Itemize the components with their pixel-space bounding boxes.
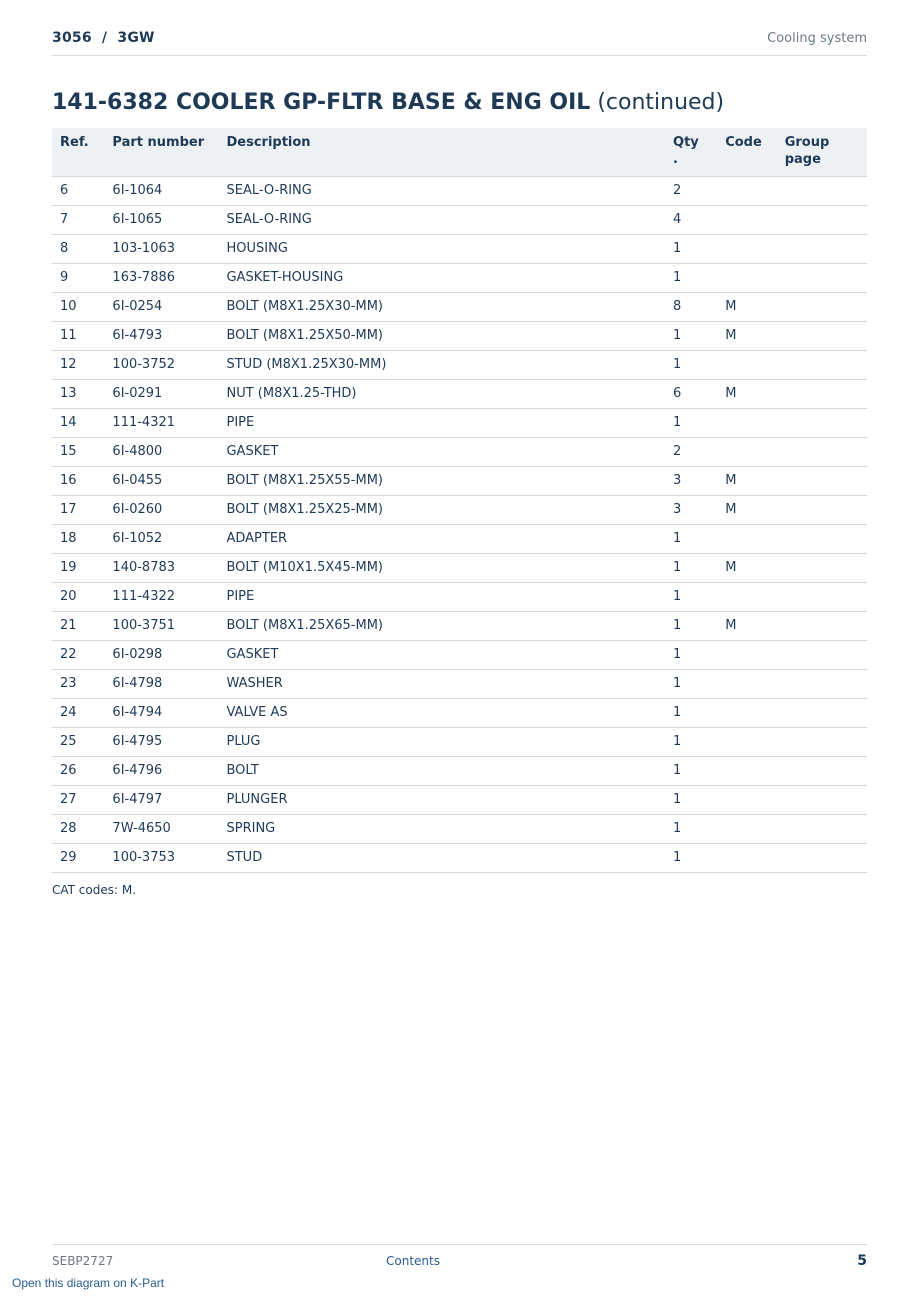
parts-table xyxy=(52,128,867,873)
cell-ref: 25 xyxy=(52,728,104,757)
cell-description: NUT (M8X1.25-THD) xyxy=(218,380,665,409)
cell-description: SPRING xyxy=(218,815,665,844)
page-title xyxy=(52,90,724,115)
cell-description: BOLT xyxy=(218,757,665,786)
cell-code: M xyxy=(717,322,777,351)
cell-code xyxy=(717,728,777,757)
table-row xyxy=(52,844,867,873)
cell-qty: 4 xyxy=(665,206,717,235)
table-row xyxy=(52,757,867,786)
page-number: 5 xyxy=(857,1253,867,1269)
cell-group-page xyxy=(777,322,867,351)
cell-part-number: 6I-4796 xyxy=(104,757,218,786)
cell-part-number: 111-4322 xyxy=(104,583,218,612)
cell-code: M xyxy=(717,554,777,583)
parts-table-header xyxy=(52,128,867,177)
cell-code xyxy=(717,525,777,554)
cell-code xyxy=(717,583,777,612)
cell-description: PIPE xyxy=(218,409,665,438)
cell-part-number: 6I-1064 xyxy=(104,177,218,206)
cell-part-number: 6I-4793 xyxy=(104,322,218,351)
cell-qty: 1 xyxy=(665,612,717,641)
cell-group-page xyxy=(777,728,867,757)
cell-qty: 1 xyxy=(665,351,717,380)
cell-group-page xyxy=(777,380,867,409)
cell-group-page xyxy=(777,641,867,670)
cell-code xyxy=(717,786,777,815)
cell-qty: 1 xyxy=(665,409,717,438)
cell-ref: 18 xyxy=(52,525,104,554)
cell-part-number: 6I-0455 xyxy=(104,467,218,496)
table-row xyxy=(52,467,867,496)
cell-group-page xyxy=(777,815,867,844)
cell-qty: 1 xyxy=(665,641,717,670)
cell-qty: 2 xyxy=(665,438,717,467)
cell-part-number: 100-3753 xyxy=(104,844,218,873)
cell-ref: 28 xyxy=(52,815,104,844)
cell-ref: 16 xyxy=(52,467,104,496)
cell-ref: 27 xyxy=(52,786,104,815)
cell-group-page xyxy=(777,206,867,235)
cell-group-page xyxy=(777,409,867,438)
cell-code xyxy=(717,264,777,293)
open-diagram-link[interactable]: Open this diagram on K-Part xyxy=(12,1276,165,1290)
cell-ref: 9 xyxy=(52,264,104,293)
cell-description: GASKET-HOUSING xyxy=(218,264,665,293)
cell-description: BOLT (M8X1.25X50-MM) xyxy=(218,322,665,351)
cell-code xyxy=(717,699,777,728)
cell-qty: 6 xyxy=(665,380,717,409)
cell-ref: 17 xyxy=(52,496,104,525)
table-row xyxy=(52,670,867,699)
cell-qty: 1 xyxy=(665,583,717,612)
cell-ref: 23 xyxy=(52,670,104,699)
cell-code xyxy=(717,757,777,786)
cell-code xyxy=(717,670,777,699)
cell-group-page xyxy=(777,844,867,873)
cell-description: WASHER xyxy=(218,670,665,699)
cell-group-page xyxy=(777,786,867,815)
cell-code xyxy=(717,815,777,844)
cell-qty: 3 xyxy=(665,496,717,525)
cell-code: M xyxy=(717,380,777,409)
table-row xyxy=(52,351,867,380)
column-header-group-page: Group page xyxy=(777,128,867,177)
cell-description: VALVE AS xyxy=(218,699,665,728)
cell-ref: 15 xyxy=(52,438,104,467)
cell-group-page xyxy=(777,699,867,728)
cell-group-page xyxy=(777,177,867,206)
cell-group-page xyxy=(777,525,867,554)
parts-table-body xyxy=(52,177,867,873)
cell-group-page xyxy=(777,467,867,496)
table-row xyxy=(52,525,867,554)
cell-ref: 14 xyxy=(52,409,104,438)
cell-ref: 21 xyxy=(52,612,104,641)
cell-ref: 20 xyxy=(52,583,104,612)
cell-description: STUD (M8X1.25X30-MM) xyxy=(218,351,665,380)
table-row xyxy=(52,583,867,612)
cell-code xyxy=(717,641,777,670)
cell-code xyxy=(717,177,777,206)
cell-ref: 19 xyxy=(52,554,104,583)
cell-ref: 12 xyxy=(52,351,104,380)
cell-part-number: 6I-1052 xyxy=(104,525,218,554)
table-row xyxy=(52,786,867,815)
cell-description: PLUG xyxy=(218,728,665,757)
column-header-ref: Ref. xyxy=(52,128,104,177)
cell-group-page xyxy=(777,496,867,525)
cell-part-number: 6I-0260 xyxy=(104,496,218,525)
table-row xyxy=(52,554,867,583)
cell-description: SEAL-O-RING xyxy=(218,177,665,206)
cell-part-number: 100-3752 xyxy=(104,351,218,380)
table-row xyxy=(52,815,867,844)
page-title-suffix: (continued) xyxy=(597,90,725,115)
table-row xyxy=(52,728,867,757)
model-label: 3056 / 3GW xyxy=(52,30,155,46)
cell-group-page xyxy=(777,351,867,380)
cell-part-number: 6I-4800 xyxy=(104,438,218,467)
cell-qty: 1 xyxy=(665,728,717,757)
table-row xyxy=(52,641,867,670)
cell-part-number: 6I-0254 xyxy=(104,293,218,322)
cell-part-number: 100-3751 xyxy=(104,612,218,641)
cell-description: GASKET xyxy=(218,641,665,670)
page-title-main: 141-6382 COOLER GP-FLTR BASE & ENG OIL xyxy=(52,90,591,115)
cell-qty: 1 xyxy=(665,525,717,554)
cell-qty: 1 xyxy=(665,699,717,728)
cell-qty: 1 xyxy=(665,235,717,264)
cell-qty: 1 xyxy=(665,844,717,873)
cell-part-number: 103-1063 xyxy=(104,235,218,264)
cell-ref: 8 xyxy=(52,235,104,264)
cell-ref: 22 xyxy=(52,641,104,670)
cell-description: BOLT (M10X1.5X45-MM) xyxy=(218,554,665,583)
cell-description: HOUSING xyxy=(218,235,665,264)
page-header xyxy=(52,28,867,56)
column-header-qty: Qty . xyxy=(665,128,717,177)
cell-part-number: 6I-4795 xyxy=(104,728,218,757)
cell-description: GASKET xyxy=(218,438,665,467)
cell-group-page xyxy=(777,235,867,264)
cell-part-number: 6I-4798 xyxy=(104,670,218,699)
cell-group-page xyxy=(777,583,867,612)
table-row xyxy=(52,380,867,409)
cell-qty: 1 xyxy=(665,670,717,699)
cell-ref: 29 xyxy=(52,844,104,873)
cell-qty: 3 xyxy=(665,467,717,496)
cell-qty: 1 xyxy=(665,264,717,293)
cell-part-number: 163-7886 xyxy=(104,264,218,293)
table-row xyxy=(52,177,867,206)
cell-qty: 1 xyxy=(665,322,717,351)
page-footer xyxy=(52,1244,867,1275)
column-header-description: Description xyxy=(218,128,665,177)
cat-codes-note: CAT codes: M. xyxy=(52,883,137,897)
cell-group-page xyxy=(777,554,867,583)
cell-code xyxy=(717,206,777,235)
table-row xyxy=(52,235,867,264)
cell-description: STUD xyxy=(218,844,665,873)
table-row xyxy=(52,293,867,322)
cell-part-number: 6I-0298 xyxy=(104,641,218,670)
cell-ref: 10 xyxy=(52,293,104,322)
table-row xyxy=(52,206,867,235)
table-row xyxy=(52,699,867,728)
table-row xyxy=(52,264,867,293)
table-row xyxy=(52,438,867,467)
cell-description: SEAL-O-RING xyxy=(218,206,665,235)
cell-code xyxy=(717,409,777,438)
cell-ref: 6 xyxy=(52,177,104,206)
cell-ref: 13 xyxy=(52,380,104,409)
cell-description: BOLT (M8X1.25X65-MM) xyxy=(218,612,665,641)
cell-ref: 26 xyxy=(52,757,104,786)
cell-qty: 2 xyxy=(665,177,717,206)
cell-part-number: 6I-0291 xyxy=(104,380,218,409)
cell-description: BOLT (M8X1.25X55-MM) xyxy=(218,467,665,496)
cell-description: BOLT (M8X1.25X25-MM) xyxy=(218,496,665,525)
cell-part-number: 6I-1065 xyxy=(104,206,218,235)
header-row xyxy=(52,128,867,177)
cell-code: M xyxy=(717,612,777,641)
table-row xyxy=(52,409,867,438)
cell-qty: 1 xyxy=(665,815,717,844)
cell-part-number: 7W-4650 xyxy=(104,815,218,844)
section-label: Cooling system xyxy=(767,31,867,46)
cell-group-page xyxy=(777,264,867,293)
cell-qty: 1 xyxy=(665,786,717,815)
cell-qty: 1 xyxy=(665,757,717,786)
cell-group-page xyxy=(777,612,867,641)
cell-code: M xyxy=(717,496,777,525)
cell-group-page xyxy=(777,438,867,467)
cell-description: ADAPTER xyxy=(218,525,665,554)
cell-ref: 7 xyxy=(52,206,104,235)
cell-group-page xyxy=(777,757,867,786)
cell-code: M xyxy=(717,467,777,496)
cell-qty: 1 xyxy=(665,554,717,583)
cell-qty: 8 xyxy=(665,293,717,322)
cell-part-number: 6I-4794 xyxy=(104,699,218,728)
cell-part-number: 140-8783 xyxy=(104,554,218,583)
cell-group-page xyxy=(777,670,867,699)
column-header-code: Code xyxy=(717,128,777,177)
table-row xyxy=(52,612,867,641)
table-row xyxy=(52,322,867,351)
cell-code: M xyxy=(717,293,777,322)
cell-description: PIPE xyxy=(218,583,665,612)
cell-description: PLUNGER xyxy=(218,786,665,815)
document-id: SEBP2727 xyxy=(52,1254,114,1268)
document-page xyxy=(52,0,867,1300)
cell-code xyxy=(717,438,777,467)
cell-part-number: 111-4321 xyxy=(104,409,218,438)
column-header-part-number: Part number xyxy=(104,128,218,177)
table-row xyxy=(52,496,867,525)
cell-code xyxy=(717,235,777,264)
cell-code xyxy=(717,351,777,380)
cell-code xyxy=(717,844,777,873)
contents-link[interactable]: Contents xyxy=(386,1254,440,1268)
cell-part-number: 6I-4797 xyxy=(104,786,218,815)
cell-ref: 11 xyxy=(52,322,104,351)
cell-group-page xyxy=(777,293,867,322)
cell-description: BOLT (M8X1.25X30-MM) xyxy=(218,293,665,322)
cell-ref: 24 xyxy=(52,699,104,728)
